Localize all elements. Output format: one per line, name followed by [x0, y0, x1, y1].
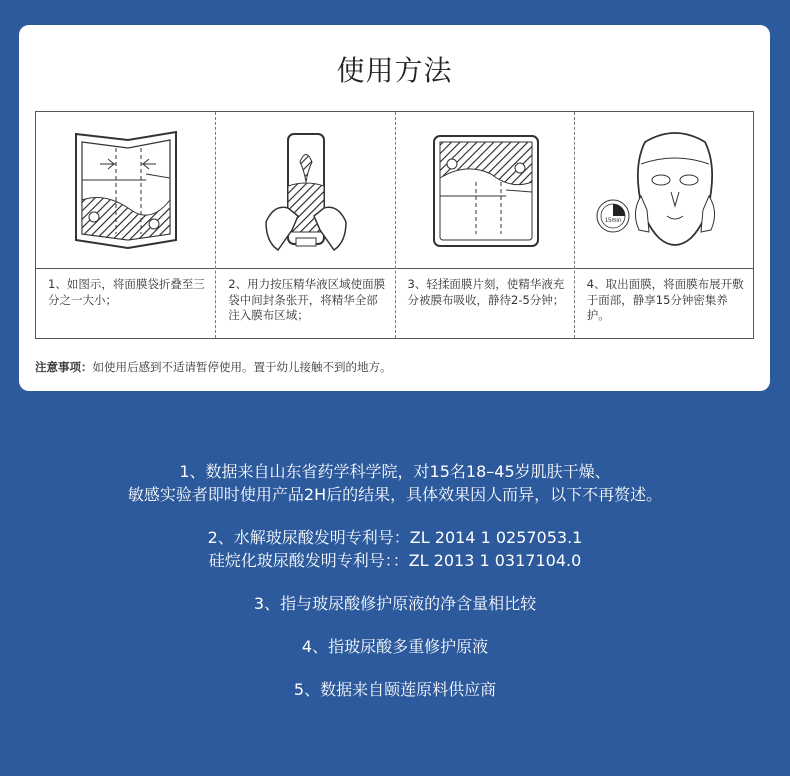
step-1-illustration — [36, 112, 215, 267]
notice-text: 如使用后感到不适请暂停使用。置于幼儿接触不到的地方。 — [92, 360, 392, 374]
footnote-1 — [0, 460, 790, 506]
step-2 — [215, 112, 394, 338]
step-3-text: 3、轻揉面膜片刻，使精华液充分被膜布吸收，静待2-5分钟； — [396, 268, 574, 338]
step-4-illustration — [575, 112, 753, 267]
step-1-text: 1、如图示，将面膜袋折叠至三分之一大小； — [36, 268, 215, 338]
knead-mask-icon — [396, 112, 576, 267]
step-4 — [574, 112, 753, 338]
page-title: 使用方法 — [336, 54, 453, 87]
step-4-text: 4、取出面膜，将面膜布展开敷于面部，静享15分钟密集养护。 — [575, 268, 753, 338]
footnote-line: 3、指与玻尿酸修护原液的净含量相比较 — [253, 594, 537, 613]
footnote-line: 2、水解玻尿酸发明专利号：ZL 2014 1 0257053.1 — [207, 528, 583, 547]
press-essence-icon — [216, 112, 396, 267]
step-3-illustration — [396, 112, 574, 267]
footnote-4 — [0, 635, 790, 658]
footnote-line: 5、数据来自颐莲原料供应商 — [293, 680, 497, 699]
footnote-line: 硅烷化玻尿酸发明专利号：：ZL 2013 1 0317104.0 — [208, 551, 582, 570]
steps-table — [35, 111, 754, 339]
footnote-line: 4、指玻尿酸多重修护原液 — [301, 637, 489, 656]
step-2-illustration — [216, 112, 394, 267]
notice-label: 注意事项： — [35, 360, 93, 374]
step-2-text: 2、用力按压精华液区域使面膜袋中间封条张开，将精华全部注入膜布区域； — [216, 268, 394, 338]
fold-mask-bag-icon — [36, 112, 216, 267]
footnote-5 — [0, 678, 790, 701]
footnotes — [0, 460, 790, 721]
step-3 — [395, 112, 574, 338]
footnote-line: 1、数据来自山东省药学科学院，对15名18–45岁肌肤干燥、 — [179, 462, 611, 481]
footnote-2 — [0, 526, 790, 572]
notice — [35, 359, 392, 375]
apply-mask-face-icon — [575, 112, 755, 267]
timer-label: 15min — [604, 218, 621, 224]
step-1 — [36, 112, 215, 338]
footnote-3 — [0, 592, 790, 615]
footnote-line: 敏感实验者即时使用产品2H后的结果，具体效果因人而异，以下不再赘述。 — [127, 485, 663, 504]
instructions-card — [19, 25, 770, 391]
